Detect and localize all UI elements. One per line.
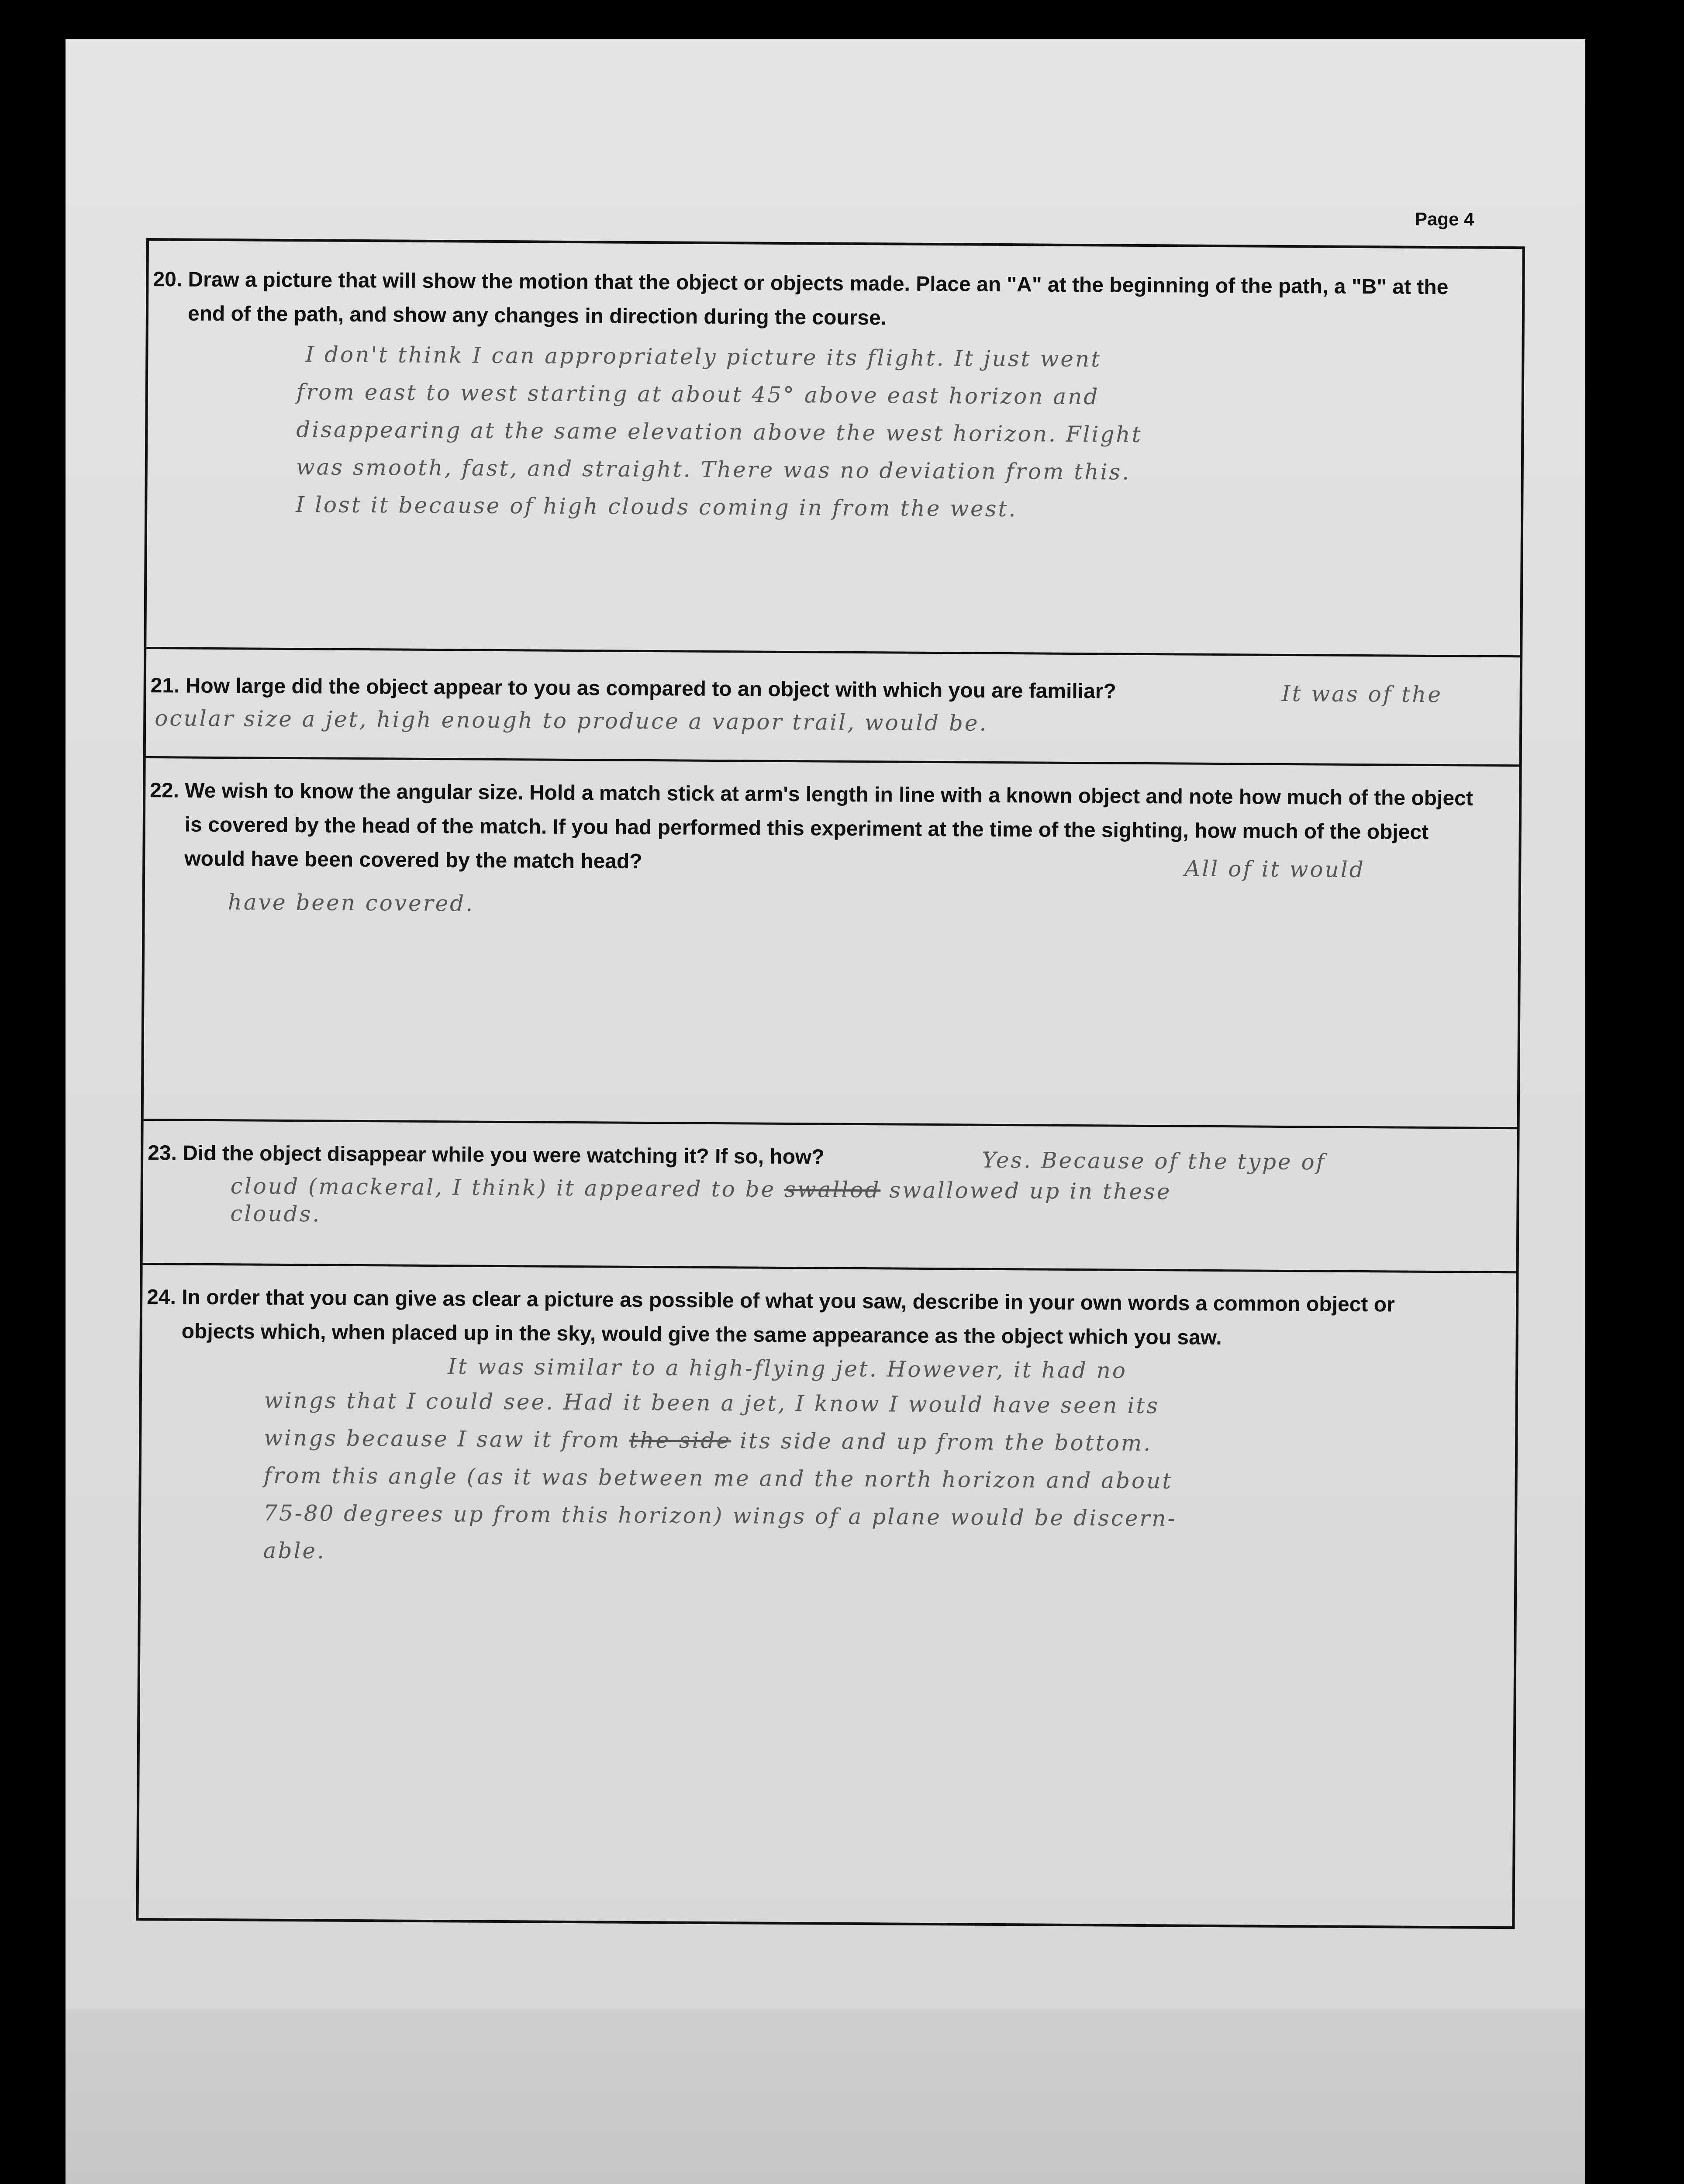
question-21-answer: ocular size a jet, high enough to produce a vapor trail, would be.	[155, 705, 988, 736]
question-24-box	[139, 1263, 1516, 1926]
struck-word: swallod	[784, 1176, 881, 1203]
question-24-answer-inline: It was similar to a high-flying jet. However, it had no	[448, 1354, 1128, 1383]
question-21-text: 21. How large did the object appear to you as compared to an object with which you are familiar?	[150, 674, 1116, 703]
questionnaire-form	[136, 238, 1525, 1929]
question-21-box	[146, 647, 1520, 767]
question-24-text: 24. In order that you can give as clear a picture as possible of what you saw, describe in your own words a common object or objects which, when placed up in the sky, would give the same appearance as the object which you saw.	[147, 1286, 1395, 1350]
struck-words: the side	[629, 1427, 732, 1454]
question-22-text: 22. We wish to know the angular size. Hold a match stick at arm's length in line with a known object and note how much of the object is covered by the head of the match. If you had performed this experiment at the time of the sighting, how much of the object would have been covered by the match head?	[150, 779, 1473, 873]
question-22-answer-inline: All of it would	[1184, 856, 1365, 883]
question-24-answer: wings that I could see. Had it been a jet, I know I would have seen its wings because I saw it from the side its side and up from the bottom. from this angle (as it was between me and the north horizon and about 75-80 degrees up from this horizon) wings of a plane would be discern- able.	[263, 1387, 1177, 1564]
question-23-answer-inline: Yes. Because of the type of	[981, 1147, 1326, 1175]
question-20-answer: I don't think I can appropriately picture its flight. It just went from east to west starting at about 45° above east horizon and disappearing at the same elevation above the west horizon. Flight was smooth, fast, and straight. There was no deviation from this. I lost it because of high clouds coming in from the west.	[296, 342, 1142, 522]
question-21-answer-inline: It was of the	[1281, 681, 1443, 708]
question-22-answer: have been covered.	[228, 889, 475, 916]
question-23-text: 23. Did the object disappear while you were watching it? If so, how?	[148, 1141, 825, 1169]
underlying-sheet	[66, 2009, 1585, 2184]
question-20-text: 20. Draw a picture that will show the motion that the object or objects made. Place an "A" at the beginning of the path, a "B" at the end of the path, and show any changes in direction during the course.	[153, 268, 1449, 330]
question-20-box	[146, 241, 1522, 657]
question-22-box	[144, 756, 1519, 1129]
question-23-answer: cloud (mackeral, I think) it appeared to be swallod swallowed up in these clouds.	[230, 1173, 1172, 1227]
page-number: Page 4	[1415, 208, 1474, 230]
question-23-box	[143, 1119, 1517, 1273]
